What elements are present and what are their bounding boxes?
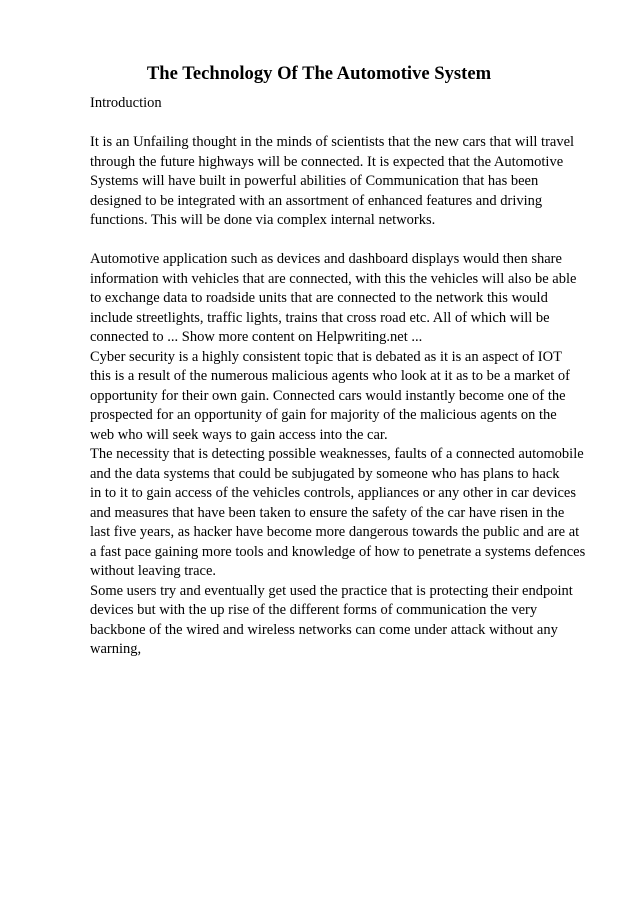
text-line: opportunity for their own gain. Connected cars would instantly become one of the (90, 387, 566, 404)
text-line: warning, (90, 641, 142, 657)
text-line: without leaving trace. (90, 563, 217, 579)
document-title: The Technology Of The Automotive System (146, 63, 492, 84)
paragraph-1 (90, 133, 600, 231)
text-line: Some users try and eventually get used the practice that is protecting their endpoint (90, 582, 573, 599)
text-line: web who will seek ways to gain access into the car. (90, 426, 388, 443)
text-line: Systems will have built in powerful abilities of Communication that has been (90, 173, 539, 189)
text-line: include streetlights, traffic lights, trains that cross road etc. All of which will be (90, 309, 550, 326)
text-line: to exchange data to roadside units that are connected to the network this would (90, 290, 548, 306)
paragraph-spacer (90, 231, 600, 251)
text-line: The necessity that is detecting possible weaknesses, faults of a connected automobile (90, 446, 584, 462)
text-line: and measures that have been taken to ensure the safety of the car have risen in the (90, 504, 565, 521)
text-line: designed to be integrated with an assortment of enhanced features and driving (90, 192, 543, 209)
text-line: functions. This will be done via complex internal networks. (90, 212, 436, 228)
text-line: Automotive application such as devices and dashboard displays would then share (90, 251, 562, 267)
text-line: information with vehicles that are connected, with this the vehicles will also be able (90, 270, 577, 287)
text-line: devices but with the up rise of the different forms of communication the very (90, 602, 538, 618)
text-line: connected to ... Show more content on Helpwriting.net ... (90, 329, 423, 345)
text-line: through the future highways will be connected. It is expected that the Automotive (90, 153, 564, 170)
text-line: prospected for an opportunity of gain for majority of the malicious agents on the (90, 407, 557, 423)
paragraph-spacer (90, 114, 600, 134)
document-body (90, 94, 600, 660)
text-line: a fast pace gaining more tools and knowledge of how to penetrate a systems defences (90, 543, 586, 560)
intro-heading: Introduction (90, 95, 162, 111)
text-line: in to it to gain access of the vehicles controls, appliances or any other in car devices (90, 485, 576, 501)
paragraph-2 (90, 250, 600, 660)
text-line: and the data systems that could be subjugated by someone who has plans to hack (90, 465, 560, 482)
text-line: this is a result of the numerous malicious agents who look at it as to be a market of (90, 368, 571, 384)
text-line: Cyber security is a highly consistent topic that is debated as it is an aspect of IOT (90, 348, 562, 365)
text-line: It is an Unfailing thought in the minds of scientists that the new cars that will travel (90, 134, 575, 150)
text-line: last five years, as hacker have become more dangerous towards the public and are at (90, 524, 580, 540)
text-line: backbone of the wired and wireless networks can come under attack without any (90, 621, 558, 638)
